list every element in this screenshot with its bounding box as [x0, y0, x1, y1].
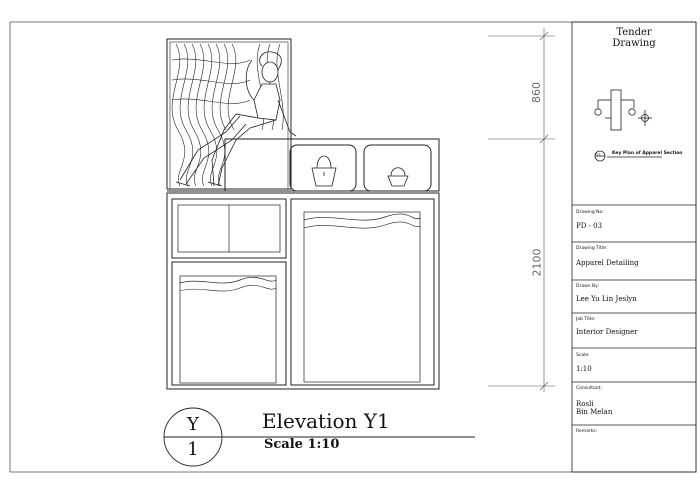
job-title: Interior Designer: [576, 328, 638, 336]
view-scale: Scale 1:10: [264, 437, 340, 452]
drawing-no: PD - 03: [576, 222, 603, 230]
drawing-title-label: Drawing Title:: [576, 246, 608, 251]
dimension-lines: [488, 28, 555, 392]
title-block-header-line1: Tender: [616, 27, 652, 38]
view-tag-letter: Y: [187, 414, 199, 435]
title-block-dividers: [572, 205, 696, 425]
title-block-header-line2: Drawing: [612, 38, 656, 49]
mannequin-figure: [176, 52, 296, 186]
scale-value: 1:10: [576, 365, 592, 373]
lower-cabinet: [167, 193, 439, 389]
consultant-line2: Bin Melan: [576, 408, 613, 416]
consultant-line1: Rosli: [576, 400, 594, 408]
handbag-icon: [312, 156, 336, 186]
dimension-upper-label: 860: [530, 82, 543, 103]
consultant-label: Consultant:: [576, 386, 602, 391]
remarks-label: Remarks:: [576, 429, 598, 434]
title-block-header: [572, 27, 696, 49]
drawn-by-label: Drawn By:: [576, 284, 599, 289]
key-plan-tag: Y1: [596, 152, 602, 157]
key-plan-label: Key Plan of Apparel Section: [612, 151, 683, 156]
view-title: Elevation Y1: [262, 409, 390, 433]
scale-label: Scale:: [576, 353, 590, 358]
drawn-by: Lee Yu Lin Jeslyn: [576, 295, 637, 303]
right-hanging-bay: [291, 199, 434, 385]
dimension-total-label: 2100: [530, 248, 544, 277]
drawing-no-label: Drawing No:: [576, 210, 604, 215]
view-tag-number: 1: [187, 439, 199, 460]
elevation-y1: [167, 39, 439, 389]
drawing-title: Apparel Detailing: [576, 259, 639, 267]
job-title-label: Job Title:: [576, 317, 596, 322]
purse-icon: [388, 168, 408, 186]
shelf-counter: [225, 139, 439, 191]
